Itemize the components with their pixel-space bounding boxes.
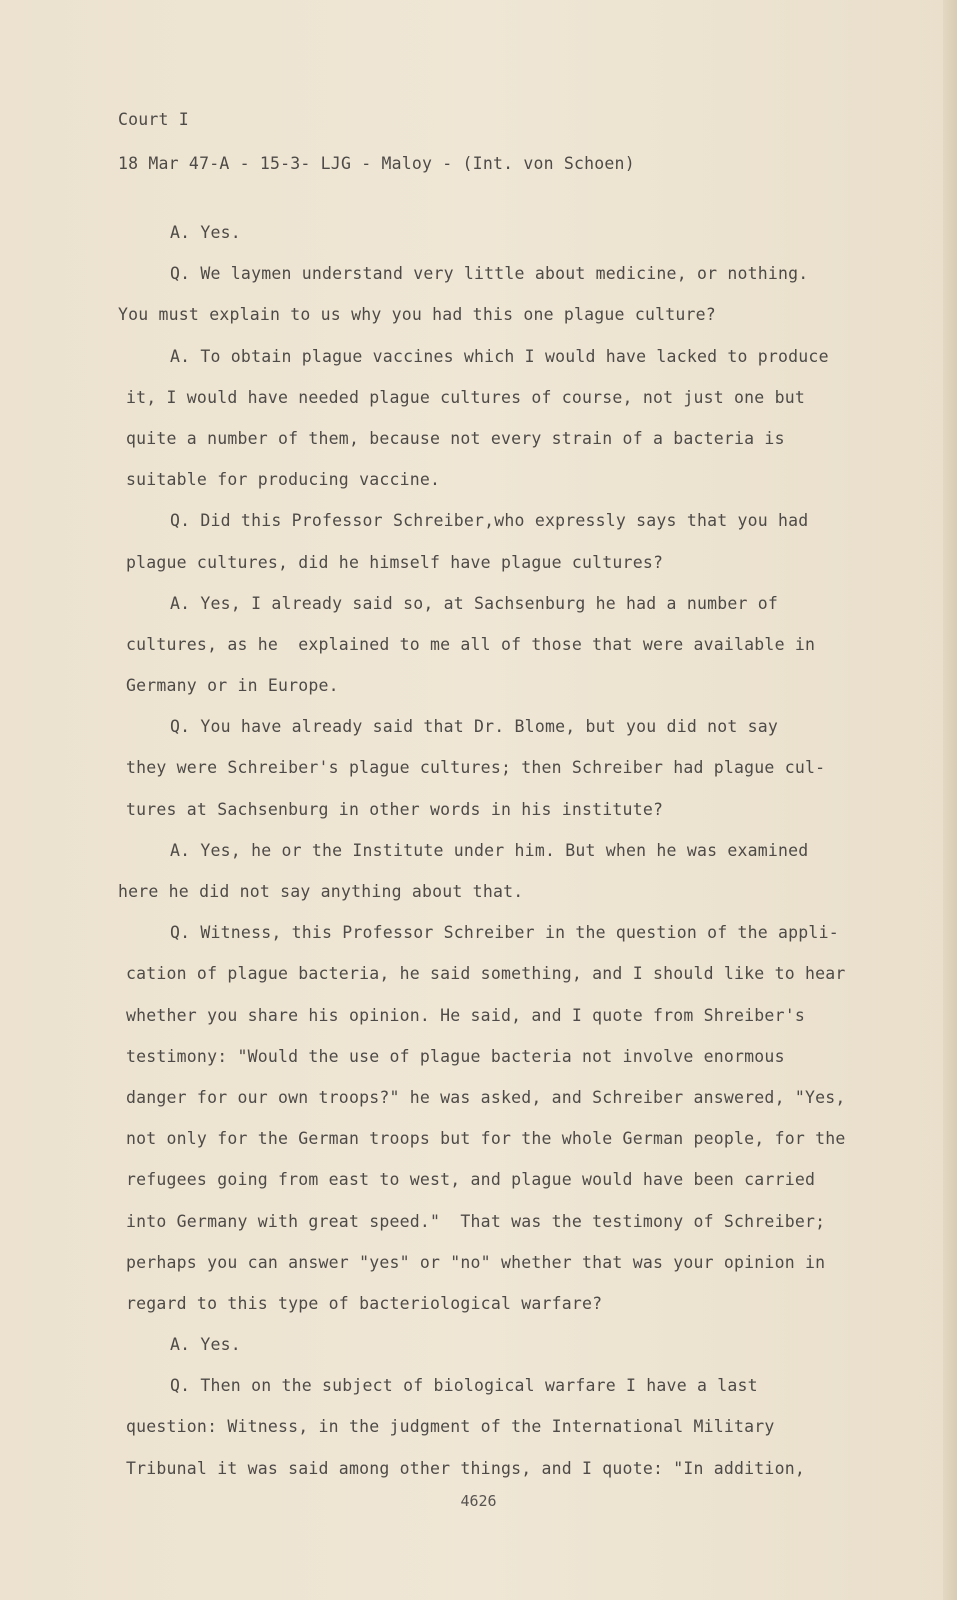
page-number: 4626 xyxy=(460,1492,497,1510)
question-line: Q. Witness, this Professor Schreiber in the question of the appli- xyxy=(170,923,839,943)
text-line: Tribunal it was said among other things, and I quote: "In addition, xyxy=(126,1458,805,1478)
text-line: into Germany with great speed." That was the testimony of Schreiber; xyxy=(126,1211,826,1231)
text-line: here he did not say anything about that. xyxy=(118,882,524,901)
answer-line: A. Yes. xyxy=(170,223,241,242)
text-line: danger for our own troops?" he was asked, and Schreiber answered, "Yes, xyxy=(126,1087,846,1107)
text-line: question: Witness, in the judgment of the International Military xyxy=(126,1417,775,1437)
text-line: plague cultures, did he himself have plague cultures? xyxy=(126,552,664,572)
text-line: not only for the German troops but for the whole German people, for the xyxy=(126,1129,846,1149)
text-line: cultures, as he explained to me all of those that were available in xyxy=(126,634,816,654)
spacer xyxy=(118,194,858,212)
text-line: it, I would have needed plague cultures of course, not just one but xyxy=(126,387,805,407)
text-line: they were Schreiber's plague cultures; then Schreiber had plague cul- xyxy=(126,758,826,778)
text-line: cation of plague bacteria, he said something, and I should like to hear xyxy=(126,964,846,984)
question-line: Q. We laymen understand very little about medicine, or nothing. xyxy=(170,264,809,284)
text-line: suitable for producing vaccine. xyxy=(126,470,441,490)
question-line: Q. You have already said that Dr. Blome, but you did not say xyxy=(170,717,779,737)
answer-line: A. Yes, I already said so, at Sachsenburg he had a number of xyxy=(170,593,779,613)
text-line: testimony: "Would the use of plague bacteria not involve enormous xyxy=(126,1046,785,1066)
text-line: refugees going from east to west, and plague would have been carried xyxy=(126,1170,816,1190)
text-line: You must explain to us why you had this one plague culture? xyxy=(118,305,716,325)
court-header: Court I xyxy=(118,110,189,129)
text-line: quite a number of them, because not every strain of a bacteria is xyxy=(126,428,785,448)
text-line: perhaps you can answer "yes" or "no" whether that was your opinion in xyxy=(126,1252,826,1272)
transcript-body xyxy=(118,106,858,1489)
text-line: Germany or in Europe. xyxy=(126,676,339,696)
paper-edge xyxy=(943,0,957,1600)
answer-line: A. To obtain plague vaccines which I would have lacked to produce xyxy=(170,346,829,366)
question-line: Q. Then on the subject of biological warfare I have a last xyxy=(170,1376,758,1396)
question-line: Q. Did this Professor Schreiber,who expressly says that you had xyxy=(170,511,809,531)
answer-line: A. Yes. xyxy=(170,1335,241,1355)
text-line: regard to this type of bacteriological warfare? xyxy=(126,1293,603,1313)
text-line: tures at Sachsenburg in other words in his institute? xyxy=(126,799,664,819)
session-header: 18 Mar 47-A - 15-3- LJG - Maloy - (Int. von Schoen) xyxy=(118,154,635,173)
text-line: whether you share his opinion. He said, and I quote from Shreiber's xyxy=(126,1005,805,1025)
answer-line: A. Yes, he or the Institute under him. But when he was examined xyxy=(170,840,809,860)
